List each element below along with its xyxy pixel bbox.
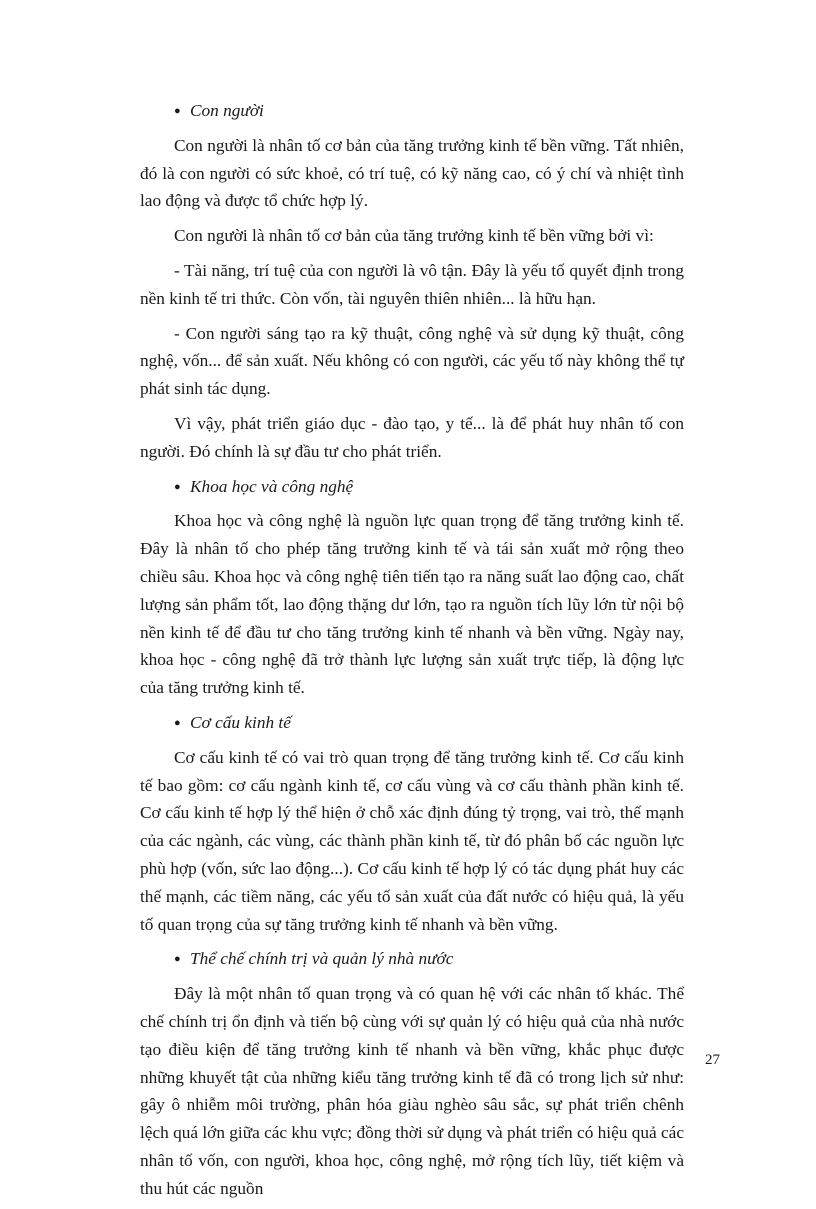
section-con-nguoi <box>140 97 684 466</box>
page-content <box>140 97 684 1209</box>
section-heading <box>174 473 684 502</box>
section-heading <box>174 709 684 738</box>
bullet-icon: ● <box>174 480 181 493</box>
paragraph: Con người là nhân tố cơ bản của tăng trưởng kinh tế bền vững. Tất nhiên, đó là con người có sức khoẻ, có trí tuệ, có kỹ năng cao, có ý chí và nhiệt tình lao động và được tổ chức hợp lý. <box>140 135 684 211</box>
paragraph: Cơ cấu kinh tế có vai trò quan trọng để tăng trưởng kinh tế. Cơ cấu kinh tế bao gồm: cơ cấu ngành kinh tế, cơ cấu vùng và cơ cấu thành phần kinh tế. Cơ cấu kinh tế hợp lý thể hiện ở chỗ xác định đúng tỷ trọng, vai trò, thế mạnh của các ngành, các vùng, các thành phần kinh tế, từ đó phân bố các nguồn lực phù hợp (vốn, sức lao động...). Cơ cấu kinh tế hợp lý có tác dụng phát huy các thế mạnh, các tiềm năng, các yếu tố sản xuất của đất nước có hiệu quả, là yếu tố quan trọng của sự tăng trưởng kinh tế nhanh và bền vững. <box>140 747 684 934</box>
section-heading <box>174 945 684 974</box>
paragraph: - Con người sáng tạo ra kỹ thuật, công nghệ và sử dụng kỹ thuật, công nghệ, vốn... để sản xuất. Nếu không có con người, các yếu tố này không thể tự phát sinh tác dụng. <box>140 323 684 399</box>
page-number: 27 <box>705 1052 720 1068</box>
bullet-icon: ● <box>174 716 181 729</box>
bullet-icon: ● <box>174 953 181 966</box>
paragraph: Đây là một nhân tố quan trọng và có quan hệ với các nhân tố khác. Thể chế chính trị ổn định và tiến bộ cùng với sự quản lý có hiệu quả của nhà nước tạo điều kiện để tăng trưởng kinh tế nhanh và bền vững, khắc phục được những khuyết tật của những kiểu tăng trưởng kinh tế đã có trong lịch sử như: gây ô nhiễm môi trường, phân hóa giàu nghèo sâu sắc, sự phát triển chênh lệch quá lớn giữa các khu vực; đồng thời sử dụng và phát triển có hiệu quả các nhân tố vốn, con người, khoa học, công nghệ, mở rộng tích lũy, tiết kiệm và thu hút các nguồn <box>140 984 685 1198</box>
section-heading <box>174 97 684 126</box>
section-heading-text: Con người <box>190 101 264 120</box>
section-the-che-chinh-tri <box>140 945 684 1202</box>
section-heading-text: Cơ cấu kinh tế <box>190 712 291 732</box>
section-heading-text: Thể chế chính trị và quản lý nhà nước <box>190 949 454 969</box>
section-heading-text: Khoa học và công nghệ <box>190 476 354 496</box>
paragraph: Con người là nhân tố cơ bản của tăng trưởng kinh tế bền vững bởi vì: <box>174 226 654 246</box>
section-khoa-hoc-cong-nghe <box>140 473 684 702</box>
paragraph: Vì vậy, phát triển giáo dục - đào tạo, y tế... là để phát huy nhân tố con người. Đó chính là sự đầu tư cho phát triển. <box>140 413 684 461</box>
paragraph: - Tài năng, trí tuệ của con người là vô tận. Đây là yếu tố quyết định trong nền kinh tế tri thức. Còn vốn, tài nguyên thiên nhiên... là hữu hạn. <box>140 260 684 308</box>
section-co-cau-kinh-te <box>140 709 684 938</box>
bullet-icon: ● <box>174 105 181 117</box>
paragraph: Khoa học và công nghệ là nguồn lực quan trọng để tăng trưởng kinh tế. Đây là nhân tố cho phép tăng trưởng kinh tế và tái sản xuất mở rộng theo chiều sâu. Khoa học và công nghệ tiên tiến tạo ra năng suất lao động cao, chất lượng sản phẩm tốt, lao động thặng dư lớn, tạo ra nguồn tích lũy lớn từ nội bộ nền kinh tế để đầu tư cho tăng trưởng kinh tế nhanh và bền vững. Ngày nay, khoa học - công nghệ đã trở thành lực lượng sản xuất trực tiếp, là động lực của tăng trưởng kinh tế. <box>140 511 684 698</box>
